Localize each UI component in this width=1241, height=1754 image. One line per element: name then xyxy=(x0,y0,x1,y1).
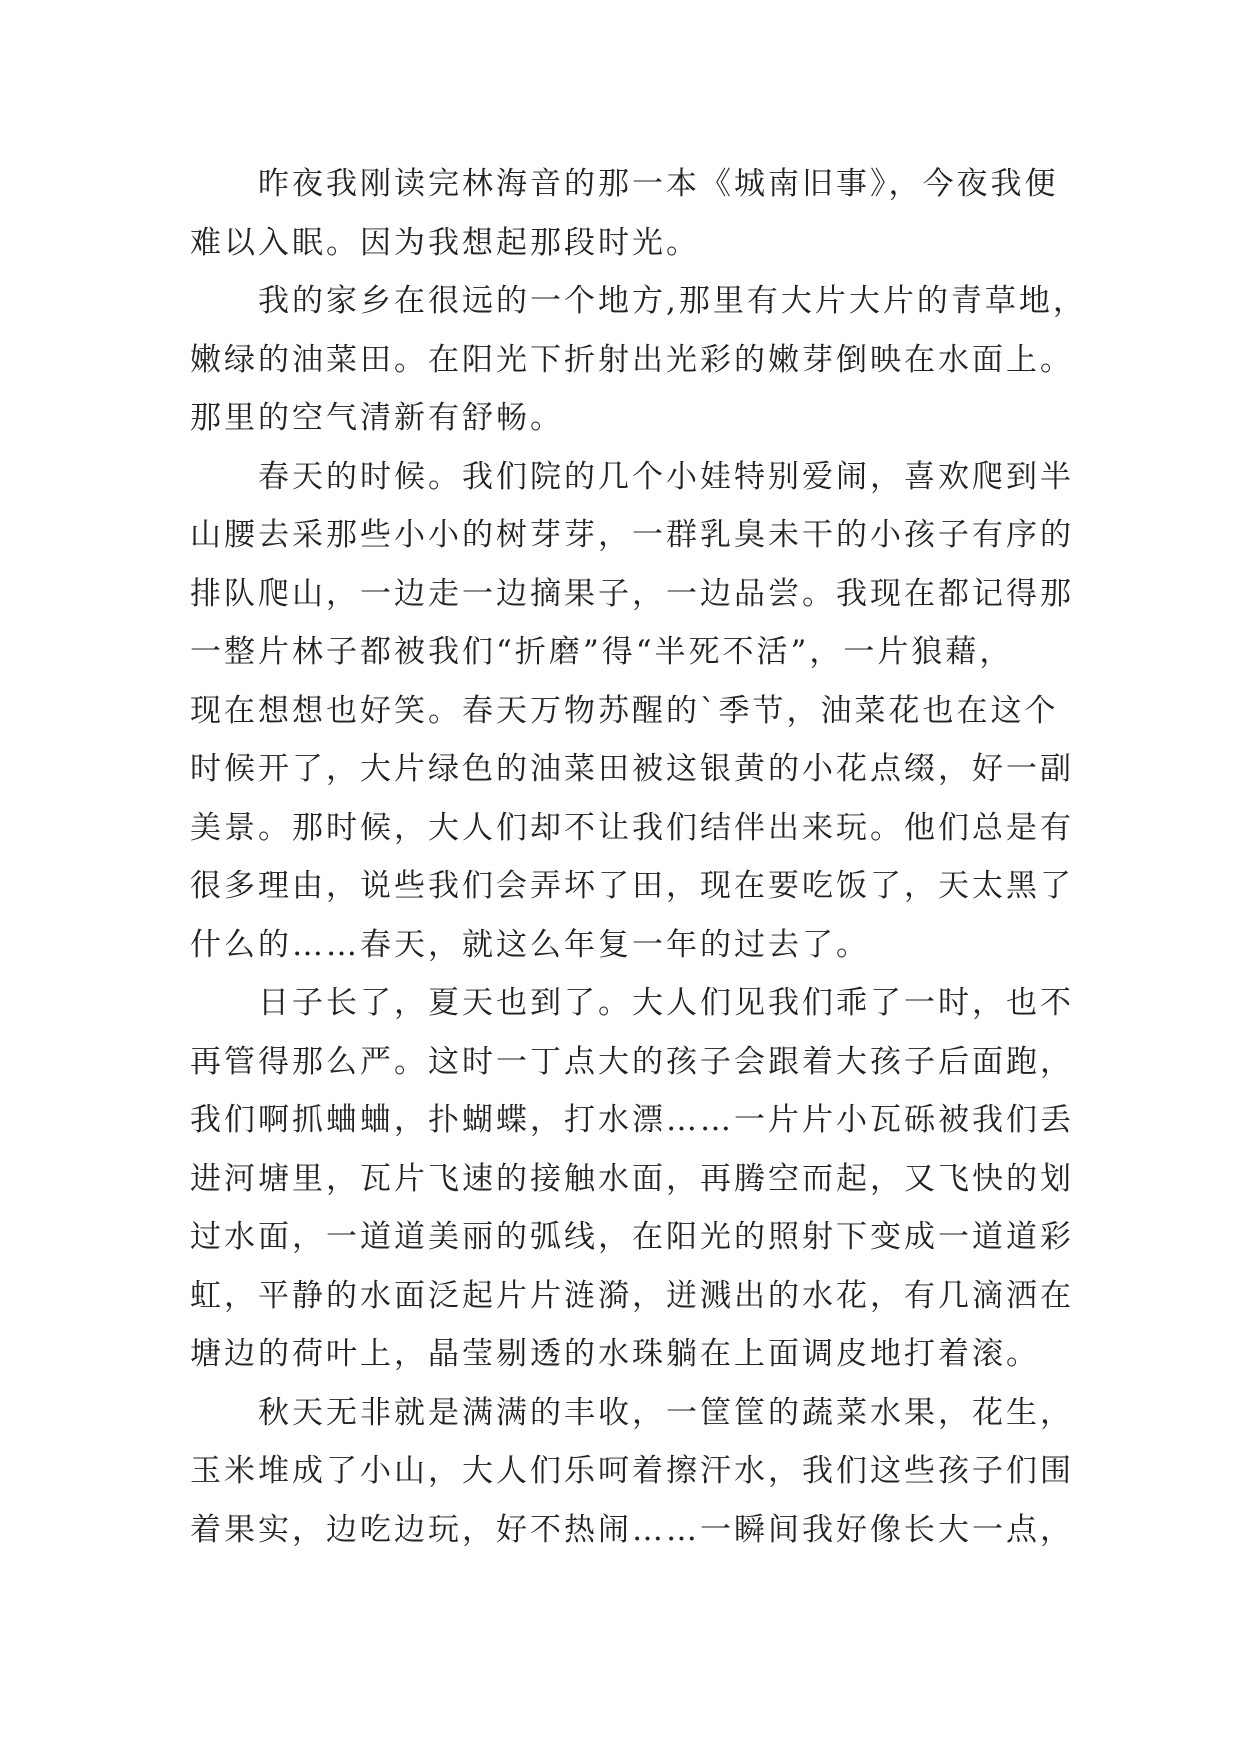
paragraph-line: 一整片林子都被我们“折磨”得“半死不活”，一片狼藉， xyxy=(190,634,1014,670)
paragraph-line: 难以入眠。因为我想起那段时光。 xyxy=(190,224,700,261)
paragraph-line: 玉米堆成了小山，大人们乐呵着擦汗水，我们这些孩子们围 xyxy=(190,1453,1074,1489)
paragraph-line: 排队爬山，一边走一边摘果子，一边品尝。我现在都记得那 xyxy=(190,575,1074,612)
paragraph-line: 春天的时候。我们院的几个小娃特别爱闹，喜欢爬到半 xyxy=(258,458,1074,495)
paragraph-line: 什么的……春天，就这么年复一年的过去了。 xyxy=(190,926,870,963)
paragraph-line: 昨夜我刚读完林海音的那一本《城南旧事》，今夜我便 xyxy=(258,166,1059,202)
paragraph-line: 我们啊抓蛐蛐，扑蝴蝶，打水漂……一片片小瓦砾被我们丢 xyxy=(190,1102,1074,1138)
paragraph-line: 日子长了，夏天也到了。大人们见我们乖了一时，也不 xyxy=(258,985,1074,1021)
paragraph-line: 山腰去采那些小小的树芽芽，一群乳臭未干的小孩子有序的 xyxy=(190,517,1074,553)
paragraph-line: 时候开了，大片绿色的油菜田被这银黄的小花点缀，好一副 xyxy=(190,751,1074,787)
paragraph-line: 现在想想也好笑。春天万物苏醒的`季节，油菜花也在这个 xyxy=(190,692,1059,729)
paragraph-line: 很多理由，说些我们会弄坏了田，现在要吃饭了，天太黑了 xyxy=(190,868,1074,904)
paragraph-line: 进河塘里，瓦片飞速的接触水面，再腾空而起，又飞快的划 xyxy=(190,1160,1074,1197)
paragraph-line: 嫩绿的油菜田。在阳光下折射出光彩的嫩芽倒映在水面上。 xyxy=(190,341,1074,378)
paragraph-line: 我的家乡在很远的一个地方,那里有大片大片的青草地， xyxy=(258,283,1087,319)
paragraph-line: 秋天无非就是满满的丰收，一筐筐的蔬菜水果，花生， xyxy=(258,1394,1074,1431)
paragraph-line: 着果实，边吃边玩，好不热闹……一瞬间我好像长大一点， xyxy=(190,1511,1074,1548)
paragraph-line: 再管得那么严。这时一丁点大的孩子会跟着大孩子后面跑， xyxy=(190,1043,1074,1080)
paragraph-line: 过水面，一道道美丽的弧线，在阳光的照射下变成一道道彩 xyxy=(190,1219,1074,1255)
paragraph-line: 那里的空气清新有舒畅。 xyxy=(190,400,564,436)
essay-body xyxy=(190,155,1087,1559)
paragraph-line: 塘边的荷叶上，晶莹剔透的水珠躺在上面调皮地打着滚。 xyxy=(190,1336,1040,1372)
paragraph-line: 虹，平静的水面泛起片片涟漪，迸溅出的水花，有几滴洒在 xyxy=(190,1277,1074,1314)
paragraph-line: 美景。那时候，大人们却不让我们结伴出来玩。他们总是有 xyxy=(190,809,1074,846)
